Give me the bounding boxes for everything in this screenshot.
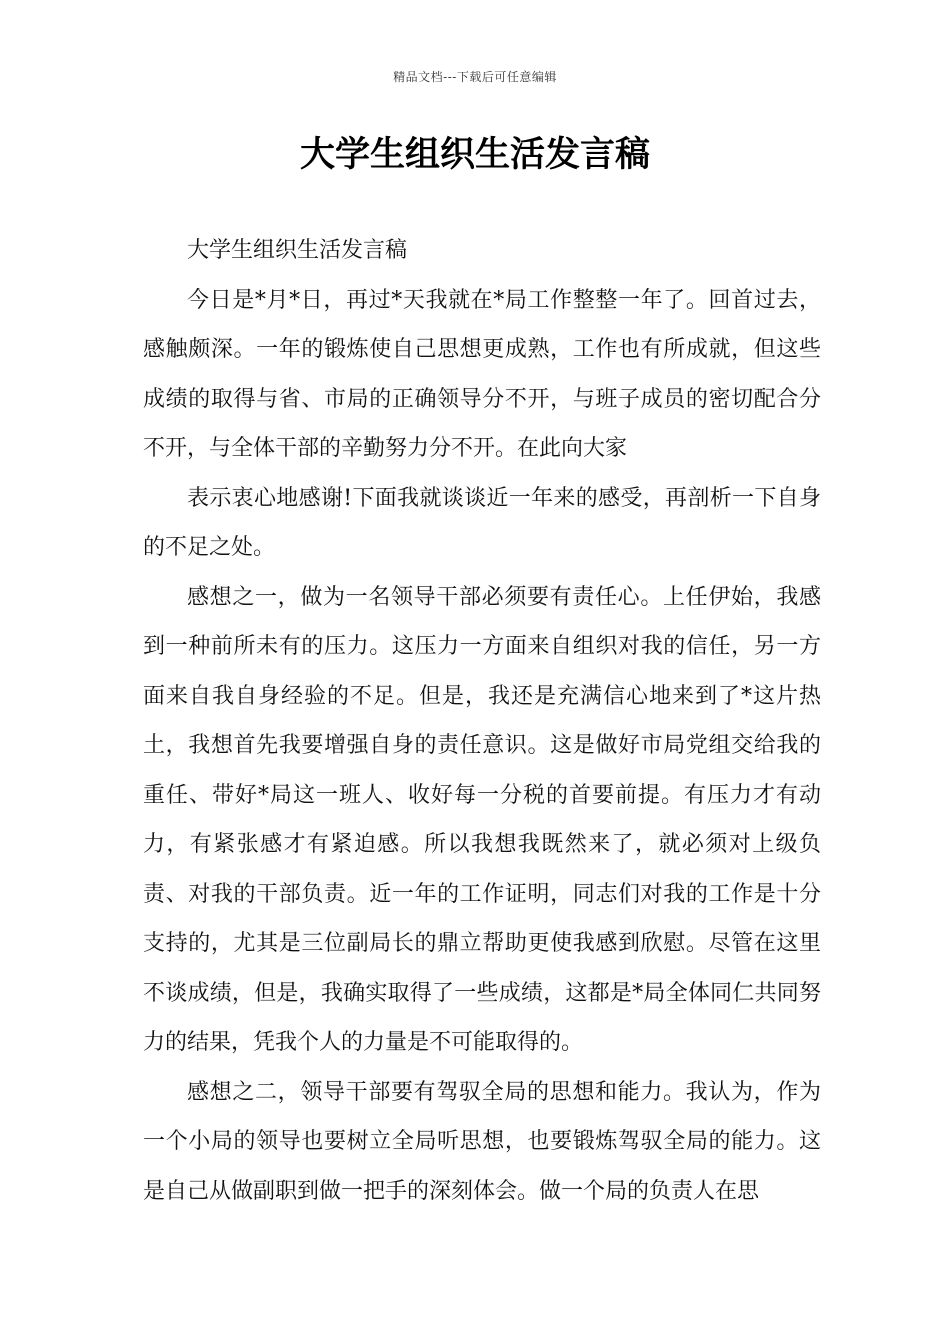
- paragraph: 感想之二，领导干部要有驾驭全局的思想和能力。我认为，作为一个小局的领导也要树立全局听思想，也要锻炼驾驭全局的能力。这是自己从做副职到做一把手的深刻体会。做一个局的负责人在思: [143, 1079, 821, 1204]
- document-body: [143, 226, 821, 1216]
- paragraph: 表示衷心地感谢!下面我就谈谈近一年来的感受，再剖析一下自身的不足之处。: [143, 485, 821, 560]
- header-note: 精品文档---下载后可任意编辑: [393, 70, 557, 84]
- document-title: 大学生组织生活发言稿: [299, 134, 650, 175]
- paragraph: 今日是*月*日，再过*天我就在*局工作整整一年了。回首过去，感触颇深。一年的锻炼使自己思想更成熟，工作也有所成就，但这些成绩的取得与省、市局的正确领导分不开，与班子成员的密切配合分不开，与全体干部的辛勤努力分不开。在此向大家: [143, 287, 821, 461]
- paragraph: 感想之一，做为一名领导干部必须要有责任心。上任伊始，我感到一种前所未有的压力。这压力一方面来自组织对我的信任，另一方面来自我自身经验的不足。但是，我还是充满信心地来到了*这片热土，我想首先我要增强自身的责任意识。这是做好市局党组交给我的重任、带好*局这一班人、收好每一分税的首要前提。有压力才有动力，有紧张感才有紧迫感。所以我想我既然来了，就必须对上级负责、对我的干部负责。近一年的工作证明，同志们对我的工作是十分支持的，尤其是三位副局长的鼎立帮助更使我感到欣慰。尽管在这里不谈成绩，但是，我确实取得了一些成绩，这都是*局全体同仁共同努力的结果，凭我个人的力量是不可能取得的。: [143, 584, 821, 1055]
- paragraph-subtitle: 大学生组织生活发言稿: [187, 238, 408, 263]
